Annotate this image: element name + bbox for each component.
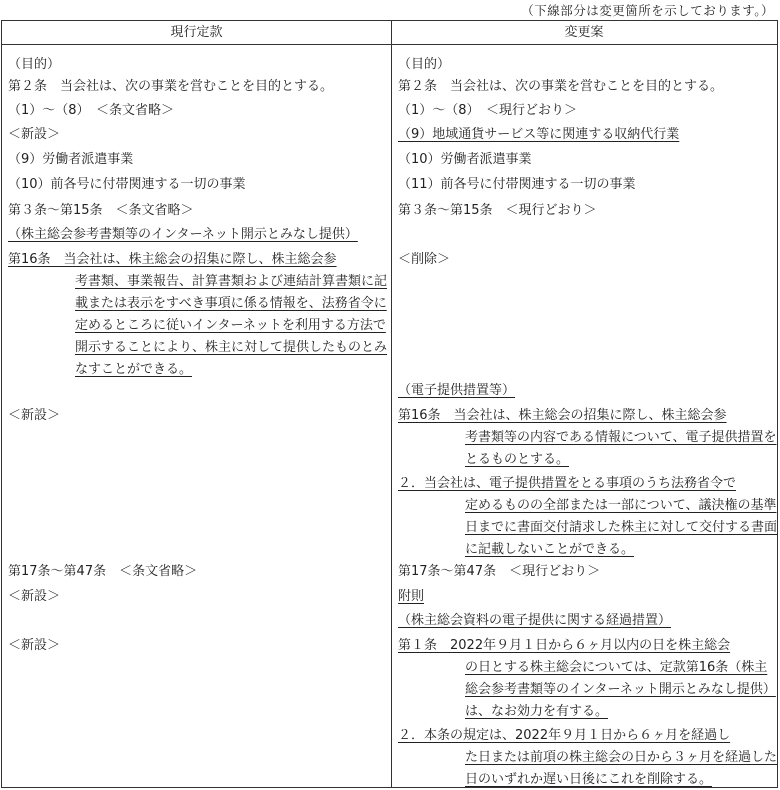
right-text-line [398, 201, 597, 221]
right-text-line [398, 150, 532, 170]
left-text-line [8, 294, 387, 314]
left-line-text: ＜新設＞ [8, 127, 61, 142]
right-text-line [398, 125, 679, 145]
left-text-line [8, 562, 197, 582]
right-line-text: は、なお効力を有する。 [465, 704, 609, 719]
left-line-text: ＜新設＞ [8, 589, 61, 604]
left-line-text: 第17条～第47条 ＜条文省略＞ [8, 564, 198, 579]
right-line-text: 第16条 当会社は、株主総会の招集に際し、株主総会参 [398, 408, 727, 423]
left-line-text: ＜新設＞ [8, 638, 61, 653]
right-text-line [398, 540, 634, 560]
right-text-line [398, 428, 776, 448]
right-text-line [398, 175, 636, 195]
right-text-line [398, 406, 727, 426]
left-text-line [8, 406, 60, 426]
right-line-text: ２．当会社は、電子提供措置をとる事項のうち法務省令で [398, 476, 737, 491]
right-line-text: （目的） [398, 57, 451, 72]
right-line-text: （9）地域通貨サービス等に関連する収納代行業 [398, 127, 680, 142]
right-text-line [398, 587, 424, 607]
right-line-text: 日までに書面交付請求した株主に対して交付する書面 [465, 520, 778, 535]
right-text-line [398, 702, 608, 722]
left-line-text: （株主総会参考書類等のインターネット開示とみなし提供） [8, 227, 358, 242]
right-text-line [398, 496, 776, 516]
left-line-text: （9）労働者派遣事業 [8, 152, 134, 167]
right-line-text: 定めるものの全部または一部について、議決権の基準 [465, 498, 777, 513]
left-line-text: （10）前各号に付帯関連する一切の事業 [8, 177, 246, 192]
left-line-text: （1）～（8） ＜条文省略＞ [8, 103, 175, 118]
right-text-line [398, 636, 730, 656]
change-note: （下線部分は変更箇所を示しております。） [521, 3, 774, 18]
left-text-line [8, 587, 60, 607]
right-text-line [398, 55, 450, 75]
right-text-line [398, 101, 577, 121]
left-text-line [8, 338, 387, 358]
right-line-text: 附則 [398, 589, 425, 604]
right-text-line [398, 518, 777, 538]
header-current-articles: 現行定款 [2, 21, 391, 45]
left-text-line [8, 316, 386, 336]
left-text-line [8, 636, 60, 656]
right-line-text: （10）労働者派遣事業 [398, 152, 532, 167]
right-text-line [398, 77, 723, 97]
right-line-text: （株主総会資料の電子提供に関する経過措置） [398, 613, 672, 628]
left-text-line [8, 125, 60, 145]
right-text-line [398, 748, 777, 768]
right-line-text: ２．本条の規定は、2022年９月１日から６ヶ月を経過し [398, 728, 731, 743]
left-line-text: 載または表示をすべき事項に係る情報を、法務省令に [75, 296, 387, 311]
left-line-text: （目的） [8, 57, 61, 72]
left-text-line [8, 250, 337, 270]
right-text-line [398, 474, 736, 494]
left-text-line [8, 77, 333, 97]
right-line-text: （11）前各号に付帯関連する一切の事業 [398, 177, 636, 192]
right-line-text: に記載しないことができる。 [465, 542, 635, 557]
right-line-text: （1）～（8） ＜現行どおり＞ [398, 103, 578, 118]
comparison-table [1, 20, 778, 788]
left-text-line [8, 175, 246, 195]
right-text-line [398, 562, 600, 582]
right-text-line [398, 381, 515, 401]
right-text-line [398, 658, 767, 678]
column-divider [391, 21, 392, 787]
left-text-line [8, 201, 194, 221]
right-line-text: 第２条 当会社は、次の事業を営むことを目的とする。 [398, 79, 724, 94]
left-line-text: 第16条 当会社は、株主総会の招集に際し、株主総会参 [8, 252, 337, 267]
left-text-line [8, 55, 60, 75]
right-line-text: の日とする株主総会については、定款第16条（株主 [465, 660, 768, 675]
right-text-line [398, 250, 450, 270]
right-line-text: 第１条 2022年９月１日から６ヶ月以内の日を株主総会 [398, 638, 731, 653]
left-text-line [8, 150, 133, 170]
right-line-text: 日のいずれか遅い日後にこれを削除する。 [465, 772, 713, 787]
right-line-text: 第３条～第15条 ＜現行どおり＞ [398, 203, 597, 218]
right-line-text: た日または前項の株主総会の日から３ヶ月を経過した [465, 750, 778, 765]
left-line-text: 考書類、事業報告、計算書類および連結計算書類に記 [75, 274, 388, 289]
right-text-line [398, 726, 730, 746]
left-text-line [8, 101, 174, 121]
left-line-text: 定めるところに従いインターネットを利用する方法で [75, 318, 386, 333]
right-line-text: ＜削除＞ [398, 252, 451, 267]
right-line-text: 総会参考書類等のインターネット開示とみなし提供） [465, 682, 776, 697]
left-line-text: ＜新設＞ [8, 408, 61, 423]
right-text-line [398, 680, 776, 700]
left-line-text: 第３条～第15条 ＜条文省略＞ [8, 203, 194, 218]
right-line-text: 第17条～第47条 ＜現行どおり＞ [398, 564, 601, 579]
right-line-text: （電子提供措置等） [398, 383, 516, 398]
left-text-line [8, 225, 358, 245]
right-line-text: 考書類等の内容である情報について、電子提供措置を [465, 430, 777, 445]
right-text-line [398, 611, 671, 631]
left-line-text: 第２条 当会社は、次の事業を営むことを目的とする。 [8, 79, 334, 94]
header-proposed-changes: 変更案 [391, 21, 777, 45]
right-line-text: とるものとする。 [465, 452, 570, 467]
left-text-line [8, 272, 387, 292]
right-text-line [398, 450, 569, 470]
left-text-line [8, 360, 192, 380]
left-line-text: なすことができる。 [75, 362, 193, 377]
right-text-line [398, 770, 712, 790]
left-line-text: 開示することにより、株主に対して提供したものとみ [75, 340, 388, 355]
